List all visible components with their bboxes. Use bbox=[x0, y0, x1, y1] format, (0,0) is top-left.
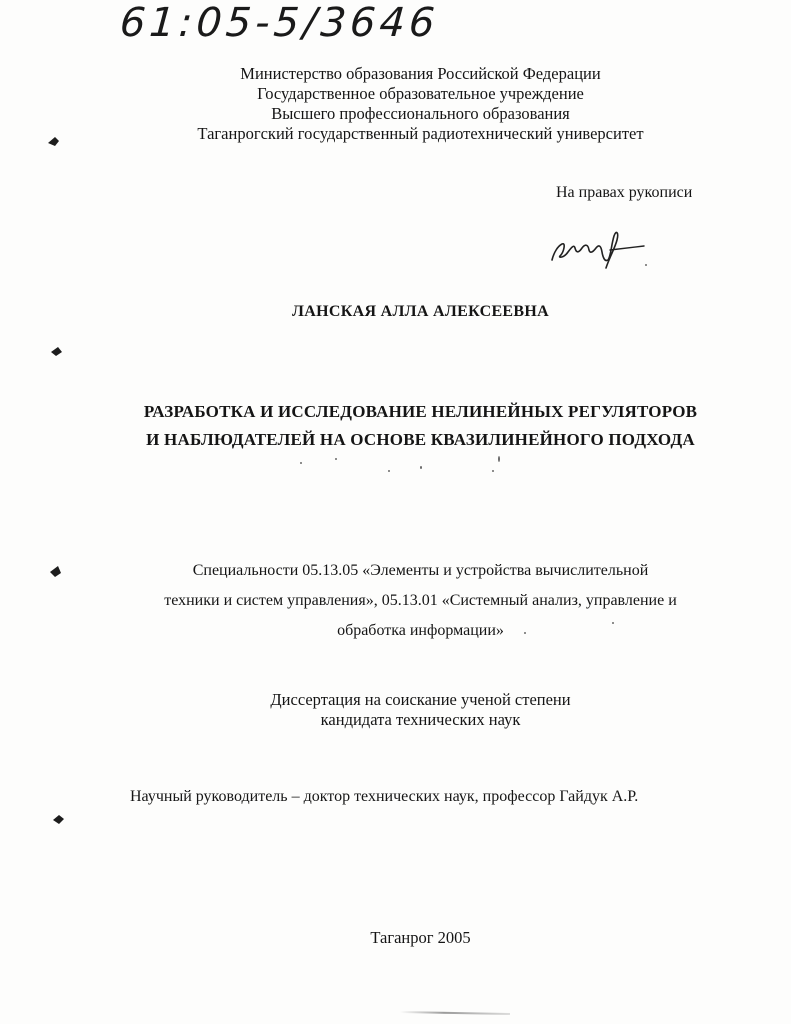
education-level-line: Высшего профессионального образования bbox=[271, 104, 570, 123]
scan-speck bbox=[645, 264, 647, 266]
scan-punch-mark-icon bbox=[46, 134, 64, 148]
scan-streak bbox=[400, 1011, 510, 1015]
ministry-line: Министерство образования Российской Федерации bbox=[240, 64, 601, 83]
scan-punch-mark-icon bbox=[48, 564, 66, 578]
scan-speck bbox=[335, 458, 337, 460]
scan-speck bbox=[300, 462, 302, 464]
scan-speck bbox=[524, 632, 526, 634]
degree-line-1: Диссертация на соискание ученой степени bbox=[270, 690, 571, 709]
degree-line-2: кандидата технических наук bbox=[320, 710, 521, 729]
thesis-title-line-2: И НАБЛЮДАТЕЛЕЙ НА ОСНОВЕ КВАЗИЛИНЕЙНОГО ПОДХОДА bbox=[146, 430, 695, 449]
author-signature bbox=[548, 222, 648, 272]
author-name: ЛАНСКАЯ АЛЛА АЛЕКСЕЕВНА bbox=[292, 303, 549, 320]
scan-punch-mark-icon bbox=[50, 812, 68, 826]
thesis-title-line-1: РАЗРАБОТКА И ИССЛЕДОВАНИЕ НЕЛИНЕЙНЫХ РЕГУЛЯТОРОВ bbox=[143, 402, 698, 421]
archive-number: 61:05-5/3646 bbox=[118, 0, 441, 46]
scientific-supervisor: Научный руководитель – доктор технических наук, профессор Гайдук А.Р. bbox=[130, 788, 639, 805]
scan-speck bbox=[612, 622, 614, 624]
specialties-line-1: Специальности 05.13.05 «Элементы и устройства вычислительной bbox=[192, 562, 649, 579]
scan-punch-mark-icon bbox=[48, 344, 66, 358]
specialties-line-3: обработка информации» bbox=[337, 622, 504, 639]
specialties-line-2: техники и систем управления», 05.13.01 «Системный анализ, управление и bbox=[164, 592, 677, 609]
university-name-line: Таганрогский государственный радиотехнический университет bbox=[197, 124, 644, 143]
city-and-year: Таганрог 2005 bbox=[370, 928, 471, 947]
scan-speck bbox=[492, 470, 494, 472]
scan-speck bbox=[498, 456, 500, 462]
scan-speck bbox=[388, 470, 390, 472]
institution-type-line: Государственное образовательное учреждение bbox=[257, 84, 584, 103]
manuscript-rights-note: На правах рукописи bbox=[556, 184, 693, 201]
scan-speck bbox=[420, 466, 422, 469]
